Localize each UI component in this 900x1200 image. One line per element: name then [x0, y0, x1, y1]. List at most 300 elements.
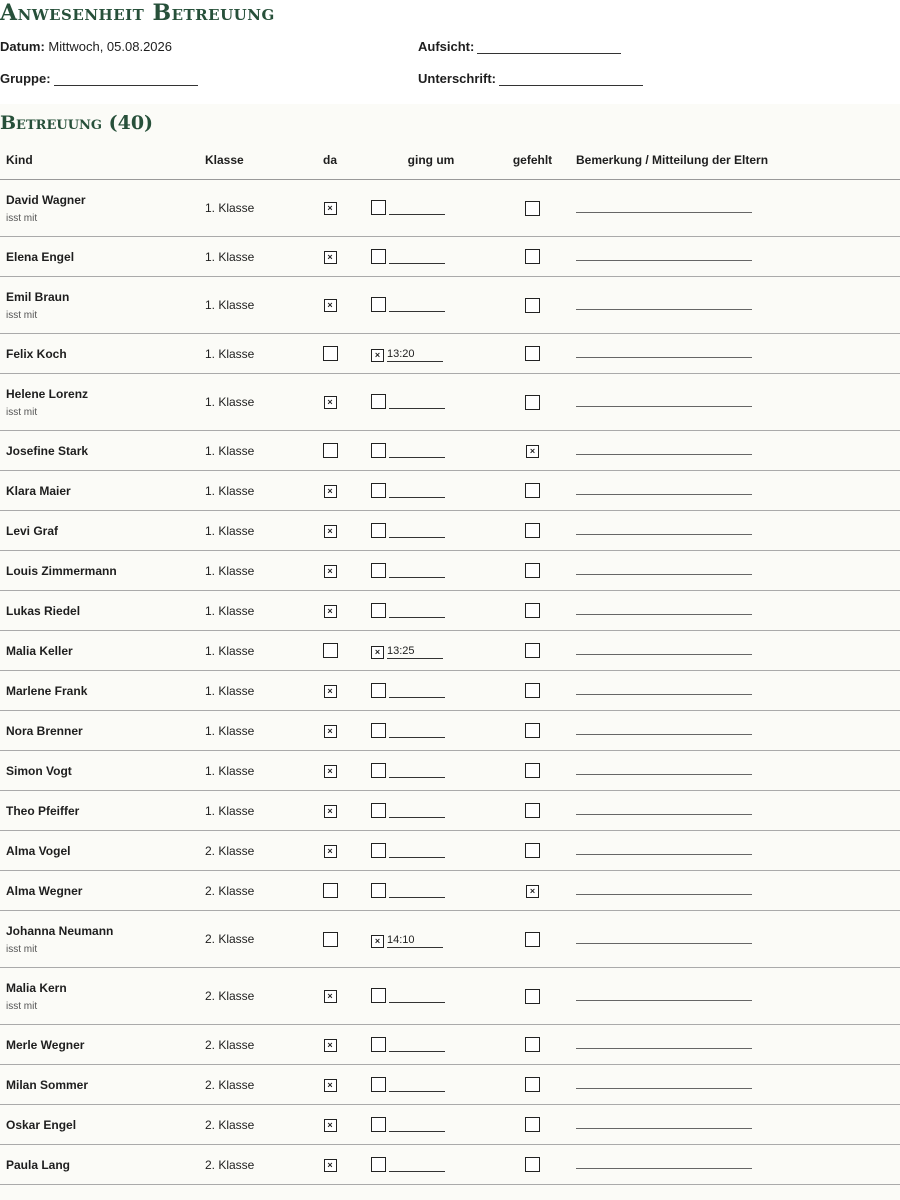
da-checkbox[interactable]: ×: [324, 765, 337, 778]
kind-name: Simon Vogt: [6, 763, 72, 778]
ging-checkbox[interactable]: [371, 1117, 386, 1132]
table-row: [0, 334, 900, 374]
kind-name: Nora Brenner: [6, 723, 83, 738]
ging-um-time-field[interactable]: [389, 1115, 445, 1132]
da-checkbox[interactable]: ×: [324, 1079, 337, 1092]
bemerkung-cell: [568, 791, 900, 831]
bemerkung-cell: [568, 711, 900, 751]
table-row: [0, 871, 900, 911]
ging-um-cell: [365, 334, 497, 374]
ging-um-time-field[interactable]: 14:10: [387, 931, 443, 948]
ging-checkbox[interactable]: [371, 843, 386, 858]
klasse-cell: 2. Klasse: [199, 871, 295, 911]
klasse-cell: 1. Klasse: [199, 180, 295, 237]
ging-um-cell: [365, 711, 497, 751]
kind-cell: [0, 334, 199, 374]
gefehlt-checkbox[interactable]: ×: [526, 885, 539, 898]
bemerkung-cell: [568, 631, 900, 671]
table-row: [0, 431, 900, 471]
bemerkung-input-line[interactable]: [576, 563, 752, 575]
column-header-bemerkung: Bemerkung / Mitteilung der Eltern: [568, 140, 900, 180]
da-checkbox[interactable]: ×: [324, 990, 337, 1003]
bemerkung-cell: [568, 277, 900, 334]
table-body: [0, 180, 900, 1185]
kind-cell: [0, 968, 199, 1025]
da-cell: [295, 237, 365, 277]
table-row: [0, 591, 900, 631]
gefehlt-cell: [497, 511, 568, 551]
kind-name: Lukas Riedel: [6, 603, 81, 618]
bemerkung-cell: [568, 671, 900, 711]
column-header-klasse: Klasse: [199, 140, 295, 180]
kind-note: isst mit: [6, 309, 38, 321]
klasse-cell: 1. Klasse: [199, 671, 295, 711]
klasse-cell: 2. Klasse: [199, 1065, 295, 1105]
table-row: [0, 631, 900, 671]
da-checkbox[interactable]: ×: [324, 725, 337, 738]
gefehlt-checkbox[interactable]: [525, 523, 540, 538]
klasse-cell: 1. Klasse: [199, 551, 295, 591]
gefehlt-checkbox[interactable]: [525, 1037, 540, 1052]
ging-um-cell: [365, 871, 497, 911]
ging-um-cell: [365, 751, 497, 791]
gefehlt-checkbox[interactable]: [525, 643, 540, 658]
kind-name: Merle Wegner: [6, 1037, 85, 1052]
bemerkung-input-line[interactable]: [576, 989, 752, 1001]
ging-checkbox[interactable]: [371, 483, 386, 498]
kind-name: Alma Vogel: [6, 843, 71, 858]
bemerkung-input-line[interactable]: [576, 249, 752, 261]
attendance-table: [0, 140, 900, 1185]
table-row: [0, 711, 900, 751]
da-cell: [295, 551, 365, 591]
ging-um-cell: [365, 237, 497, 277]
da-cell: [295, 871, 365, 911]
datum-value: Mittwoch, 05.08.2026: [48, 39, 172, 54]
kind-name: Emil Braun: [6, 289, 70, 304]
gefehlt-cell: [497, 1145, 568, 1185]
gefehlt-checkbox[interactable]: [525, 1157, 540, 1172]
da-cell: [295, 791, 365, 831]
bemerkung-input-line[interactable]: [576, 523, 752, 535]
kind-cell: [0, 511, 199, 551]
da-checkbox[interactable]: ×: [324, 565, 337, 578]
ging-checkbox[interactable]: ×: [371, 646, 384, 659]
klasse-cell: 2. Klasse: [199, 911, 295, 968]
klasse-cell: 1. Klasse: [199, 334, 295, 374]
gefehlt-cell: [497, 334, 568, 374]
datum-field: [0, 39, 172, 54]
gefehlt-cell: [497, 277, 568, 334]
gefehlt-cell: [497, 237, 568, 277]
gefehlt-checkbox[interactable]: [525, 989, 540, 1004]
da-checkbox[interactable]: ×: [324, 525, 337, 538]
ging-um-cell: [365, 1025, 497, 1065]
gefehlt-cell: [497, 1025, 568, 1065]
kind-cell: [0, 471, 199, 511]
da-cell: [295, 751, 365, 791]
bemerkung-cell: [568, 1025, 900, 1065]
kind-cell: [0, 431, 199, 471]
kind-cell: [0, 237, 199, 277]
da-cell: [295, 180, 365, 237]
ging-um-cell: [365, 277, 497, 334]
klasse-cell: 1. Klasse: [199, 711, 295, 751]
page-title: Anwesenheit Betreuung: [0, 0, 275, 26]
gefehlt-cell: [497, 551, 568, 591]
bemerkung-input-line[interactable]: [576, 843, 752, 855]
da-checkbox[interactable]: [323, 443, 338, 458]
bemerkung-input-line[interactable]: [576, 443, 752, 455]
ging-um-time-field[interactable]: 13:20: [387, 345, 443, 362]
ging-checkbox[interactable]: [371, 723, 386, 738]
ging-um-time-field[interactable]: [389, 1035, 445, 1052]
gefehlt-cell: [497, 180, 568, 237]
table-row: [0, 1145, 900, 1185]
bemerkung-input-line[interactable]: [576, 395, 752, 407]
bemerkung-cell: [568, 1065, 900, 1105]
kind-cell: [0, 751, 199, 791]
table-row: [0, 791, 900, 831]
ging-um-time-field[interactable]: [389, 247, 445, 264]
bemerkung-cell: [568, 591, 900, 631]
ging-checkbox[interactable]: [371, 763, 386, 778]
kind-cell: [0, 671, 199, 711]
ging-um-cell: [365, 511, 497, 551]
ging-um-time-field[interactable]: [389, 841, 445, 858]
column-header-da: da: [295, 140, 365, 180]
kind-cell: [0, 1025, 199, 1065]
bemerkung-input-line[interactable]: [576, 643, 752, 655]
bemerkung-input-line[interactable]: [576, 1117, 752, 1129]
kind-name: Marlene Frank: [6, 683, 88, 698]
ging-um-time-field[interactable]: [389, 986, 445, 1003]
gefehlt-cell: [497, 431, 568, 471]
ging-checkbox[interactable]: [371, 988, 386, 1003]
ging-checkbox[interactable]: ×: [371, 935, 384, 948]
klasse-cell: 1. Klasse: [199, 277, 295, 334]
kind-name: David Wagner: [6, 192, 86, 207]
ging-checkbox[interactable]: [371, 249, 386, 264]
klasse-cell: 1. Klasse: [199, 374, 295, 431]
bemerkung-cell: [568, 471, 900, 511]
kind-name: Helene Lorenz: [6, 386, 89, 401]
bemerkung-input-line[interactable]: [576, 803, 752, 815]
gefehlt-cell: [497, 631, 568, 671]
da-checkbox[interactable]: ×: [324, 202, 337, 215]
da-checkbox[interactable]: ×: [324, 251, 337, 264]
da-checkbox[interactable]: ×: [324, 685, 337, 698]
ging-um-time-field[interactable]: [389, 801, 445, 818]
ging-checkbox[interactable]: [371, 200, 386, 215]
ging-um-time-field[interactable]: [389, 198, 445, 215]
da-checkbox[interactable]: [323, 883, 338, 898]
da-cell: [295, 1145, 365, 1185]
kind-cell: [0, 791, 199, 831]
bemerkung-input-line[interactable]: [576, 883, 752, 895]
kind-cell: [0, 711, 199, 751]
bemerkung-input-line[interactable]: [576, 298, 752, 310]
table-row: [0, 277, 900, 334]
kind-cell: [0, 1105, 199, 1145]
kind-cell: [0, 631, 199, 671]
gefehlt-checkbox[interactable]: [525, 763, 540, 778]
ging-checkbox[interactable]: ×: [371, 349, 384, 362]
bemerkung-input-line[interactable]: [576, 723, 752, 735]
ging-checkbox[interactable]: [371, 603, 386, 618]
kind-note: isst mit: [6, 212, 38, 224]
kind-cell: [0, 831, 199, 871]
table-row: [0, 471, 900, 511]
bemerkung-cell: [568, 374, 900, 431]
da-checkbox[interactable]: ×: [324, 1039, 337, 1052]
kind-note: isst mit: [6, 1000, 38, 1012]
gefehlt-checkbox[interactable]: [525, 395, 540, 410]
bemerkung-input-line[interactable]: [576, 1157, 752, 1169]
ging-um-time-field[interactable]: [389, 295, 445, 312]
kind-name: Malia Keller: [6, 643, 73, 658]
gefehlt-cell: [497, 374, 568, 431]
klasse-cell: 1. Klasse: [199, 591, 295, 631]
gefehlt-cell: [497, 751, 568, 791]
da-cell: [295, 591, 365, 631]
aufsicht-input-line[interactable]: [477, 41, 621, 54]
bemerkung-input-line[interactable]: [576, 201, 752, 213]
table-row: [0, 511, 900, 551]
da-checkbox[interactable]: ×: [324, 1119, 337, 1132]
bemerkung-cell: [568, 968, 900, 1025]
kind-cell: [0, 871, 199, 911]
kind-cell: [0, 277, 199, 334]
bemerkung-cell: [568, 180, 900, 237]
gefehlt-cell: [497, 1105, 568, 1145]
bemerkung-cell: [568, 1145, 900, 1185]
ging-um-time-field[interactable]: [389, 721, 445, 738]
ging-um-cell: [365, 791, 497, 831]
ging-um-time-field[interactable]: [389, 1155, 445, 1172]
bemerkung-cell: [568, 911, 900, 968]
ging-um-cell: [365, 911, 497, 968]
bemerkung-input-line[interactable]: [576, 932, 752, 944]
ging-um-cell: [365, 631, 497, 671]
bemerkung-input-line[interactable]: [576, 683, 752, 695]
ging-um-time-field[interactable]: [389, 601, 445, 618]
da-cell: [295, 911, 365, 968]
da-checkbox[interactable]: ×: [324, 485, 337, 498]
gefehlt-cell: [497, 671, 568, 711]
kind-cell: [0, 180, 199, 237]
da-checkbox[interactable]: ×: [324, 845, 337, 858]
ging-checkbox[interactable]: [371, 1157, 386, 1172]
table-row: [0, 671, 900, 711]
table-row: [0, 180, 900, 237]
kind-cell: [0, 374, 199, 431]
ging-um-cell: [365, 591, 497, 631]
da-cell: [295, 334, 365, 374]
klasse-cell: 2. Klasse: [199, 1025, 295, 1065]
ging-um-cell: [365, 968, 497, 1025]
ging-um-cell: [365, 471, 497, 511]
ging-checkbox[interactable]: [371, 803, 386, 818]
table-row: [0, 237, 900, 277]
kind-name: Malia Kern: [6, 980, 67, 995]
ging-um-cell: [365, 374, 497, 431]
klasse-cell: 1. Klasse: [199, 431, 295, 471]
kind-cell: [0, 1065, 199, 1105]
unterschrift-label: Unterschrift:: [418, 71, 497, 86]
column-header-ging-um: ging um: [365, 140, 497, 180]
table-row: [0, 1105, 900, 1145]
kind-name: Felix Koch: [6, 346, 67, 361]
ging-um-time-field[interactable]: [389, 881, 445, 898]
da-cell: [295, 1025, 365, 1065]
ging-um-time-field[interactable]: [389, 561, 445, 578]
klasse-cell: 2. Klasse: [199, 1105, 295, 1145]
gruppe-label: Gruppe:: [0, 71, 51, 86]
bemerkung-input-line[interactable]: [576, 483, 752, 495]
da-cell: [295, 374, 365, 431]
bemerkung-input-line[interactable]: [576, 346, 752, 358]
table-row: [0, 1025, 900, 1065]
table-row: [0, 751, 900, 791]
ging-um-cell: [365, 1065, 497, 1105]
bemerkung-cell: [568, 334, 900, 374]
gefehlt-checkbox[interactable]: [525, 803, 540, 818]
da-checkbox[interactable]: [323, 643, 338, 658]
ging-checkbox[interactable]: [371, 443, 386, 458]
bemerkung-input-line[interactable]: [576, 603, 752, 615]
gefehlt-checkbox[interactable]: [525, 683, 540, 698]
gruppe-input-line[interactable]: [54, 73, 198, 86]
kind-name: Klara Maier: [6, 483, 71, 498]
gefehlt-checkbox[interactable]: [525, 603, 540, 618]
da-cell: [295, 831, 365, 871]
gefehlt-checkbox[interactable]: [525, 346, 540, 361]
ging-checkbox[interactable]: [371, 1037, 386, 1052]
ging-um-cell: [365, 1105, 497, 1145]
bemerkung-cell: [568, 551, 900, 591]
gefehlt-checkbox[interactable]: [525, 843, 540, 858]
gefehlt-cell: [497, 1065, 568, 1105]
ging-um-cell: [365, 1145, 497, 1185]
bemerkung-input-line[interactable]: [576, 763, 752, 775]
table-row: [0, 1065, 900, 1105]
gefehlt-cell: [497, 871, 568, 911]
da-checkbox[interactable]: ×: [324, 396, 337, 409]
ging-um-cell: [365, 431, 497, 471]
bemerkung-cell: [568, 511, 900, 551]
gefehlt-checkbox[interactable]: [525, 249, 540, 264]
da-cell: [295, 277, 365, 334]
kind-cell: [0, 591, 199, 631]
bemerkung-cell: [568, 751, 900, 791]
da-checkbox[interactable]: [323, 346, 338, 361]
table-row: [0, 831, 900, 871]
ging-checkbox[interactable]: [371, 1077, 386, 1092]
gefehlt-checkbox[interactable]: [525, 1077, 540, 1092]
gefehlt-checkbox[interactable]: [525, 201, 540, 216]
ging-um-time-field[interactable]: [389, 392, 445, 409]
ging-um-time-field[interactable]: [389, 521, 445, 538]
ging-checkbox[interactable]: [371, 523, 386, 538]
da-checkbox[interactable]: ×: [324, 605, 337, 618]
section-title: Betreuung (40): [0, 112, 154, 134]
da-cell: [295, 431, 365, 471]
gefehlt-cell: [497, 591, 568, 631]
klasse-cell: 1. Klasse: [199, 631, 295, 671]
ging-um-time-field[interactable]: [389, 481, 445, 498]
da-checkbox[interactable]: [323, 932, 338, 947]
ging-um-time-field[interactable]: [389, 441, 445, 458]
ging-um-time-field[interactable]: 13:25: [387, 642, 443, 659]
ging-checkbox[interactable]: [371, 563, 386, 578]
ging-checkbox[interactable]: [371, 394, 386, 409]
da-cell: [295, 671, 365, 711]
ging-checkbox[interactable]: [371, 297, 386, 312]
unterschrift-input-line[interactable]: [499, 73, 643, 86]
kind-name: Oskar Engel: [6, 1117, 77, 1132]
da-checkbox[interactable]: ×: [324, 299, 337, 312]
gefehlt-checkbox[interactable]: ×: [526, 445, 539, 458]
table-row: [0, 968, 900, 1025]
kind-cell: [0, 1145, 199, 1185]
ging-um-time-field[interactable]: [389, 761, 445, 778]
betreuung-section: [0, 104, 900, 1200]
gefehlt-checkbox[interactable]: [525, 563, 540, 578]
klasse-cell: 1. Klasse: [199, 791, 295, 831]
kind-name: Elena Engel: [6, 249, 75, 264]
aufsicht-label: Aufsicht:: [418, 39, 475, 54]
bemerkung-cell: [568, 831, 900, 871]
da-checkbox[interactable]: ×: [324, 805, 337, 818]
bemerkung-input-line[interactable]: [576, 1037, 752, 1049]
bemerkung-cell: [568, 431, 900, 471]
kind-name: Theo Pfeiffer: [6, 803, 80, 818]
da-cell: [295, 1065, 365, 1105]
gefehlt-checkbox[interactable]: [525, 483, 540, 498]
ging-um-cell: [365, 831, 497, 871]
gefehlt-cell: [497, 831, 568, 871]
kind-note: isst mit: [6, 943, 38, 955]
table-row: [0, 551, 900, 591]
unterschrift-field: [418, 71, 643, 86]
da-cell: [295, 968, 365, 1025]
bemerkung-cell: [568, 871, 900, 911]
column-header-kind: Kind: [0, 140, 199, 180]
ging-um-time-field[interactable]: [389, 1075, 445, 1092]
datum-label: Datum:: [0, 39, 45, 54]
da-checkbox[interactable]: ×: [324, 1159, 337, 1172]
ging-um-cell: [365, 671, 497, 711]
kind-note: isst mit: [6, 406, 38, 418]
da-cell: [295, 471, 365, 511]
da-cell: [295, 511, 365, 551]
ging-checkbox[interactable]: [371, 883, 386, 898]
ging-checkbox[interactable]: [371, 683, 386, 698]
gefehlt-checkbox[interactable]: [525, 723, 540, 738]
kind-name: Paula Lang: [6, 1157, 71, 1172]
bemerkung-input-line[interactable]: [576, 1077, 752, 1089]
kind-name: Johanna Neumann: [6, 923, 114, 938]
gefehlt-checkbox[interactable]: [525, 932, 540, 947]
ging-um-time-field[interactable]: [389, 681, 445, 698]
gefehlt-checkbox[interactable]: [525, 298, 540, 313]
gefehlt-checkbox[interactable]: [525, 1117, 540, 1132]
table-row: [0, 374, 900, 431]
klasse-cell: 1. Klasse: [199, 471, 295, 511]
ging-um-cell: [365, 551, 497, 591]
kind-cell: [0, 551, 199, 591]
